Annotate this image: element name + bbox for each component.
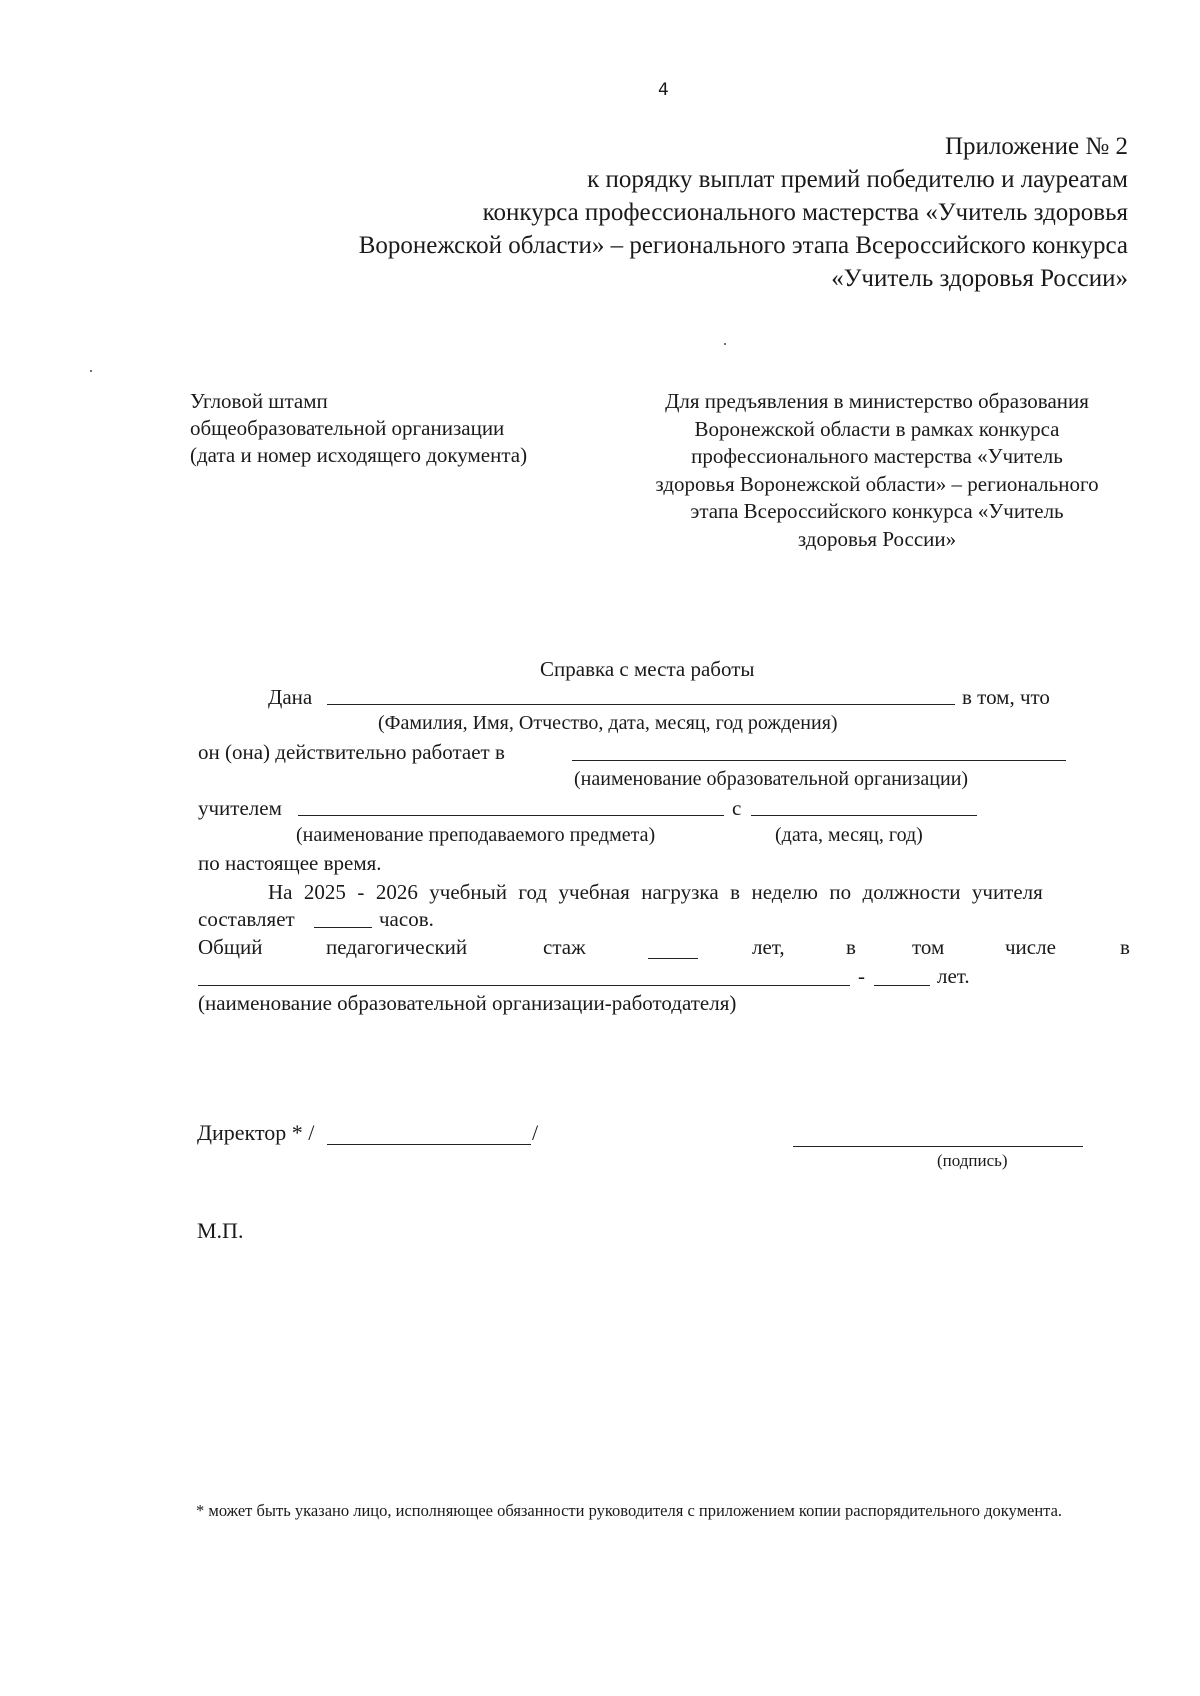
exp-word-4: лет, (752, 935, 785, 959)
appendix-line-2: к порядку выплат премий победителю и лауреатам (587, 166, 1128, 193)
stamp-line-2: общеобразовательной организации (190, 416, 505, 440)
director-name-field[interactable] (327, 1144, 531, 1145)
since-label: с (732, 796, 742, 820)
certificate-title: Справка с места работы (540, 657, 755, 681)
full-name-hint: (Фамилия, Имя, Отчество, дата, месяц, год рождения) (378, 712, 838, 734)
full-name-field[interactable] (327, 704, 955, 705)
until-now-text: по настоящее время. (198, 851, 382, 875)
footnote: * может быть указано лицо, исполняющее обязанности руководителя с приложением копии распорядительного документа. (196, 1501, 1063, 1520)
organization-field[interactable] (572, 760, 1066, 761)
teacher-label: учителем (198, 796, 282, 820)
given-suffix: в том, что (962, 685, 1050, 709)
exp-word-2: педагогический (326, 935, 468, 959)
exp-word-3: стаж (543, 935, 586, 959)
appendix-line-3: конкурса профессионального мастерства «Учитель здоровья (482, 199, 1128, 226)
load-prefix: составляет (198, 907, 295, 931)
date-hint: (дата, месяц, год) (775, 824, 923, 846)
employer-years-field[interactable] (874, 985, 930, 986)
start-date-field[interactable] (751, 815, 977, 816)
signature-field[interactable] (793, 1146, 1083, 1147)
exp-word-5: в (846, 935, 856, 959)
teaching-load-text: На 2025 - 2026 учебный год учебная нагрузка в неделю по должности учителя (268, 880, 1043, 904)
exp-word-1: Общий (198, 935, 263, 959)
appendix-line-5: «Учитель здоровья России» (831, 265, 1128, 292)
exp-dash: - (858, 964, 865, 988)
presentation-block: Для предъявления в министерство образования Воронежской области в рамках конкурса профессионального мастерства «Учитель здоровья Воронежской области» – регионального этапа Всероссийского конкурса «Учитель здоровья России» (655, 389, 1099, 551)
appendix-title: Приложение № 2 (944, 133, 1128, 160)
given-label: Дана (268, 685, 313, 709)
exp-word-8: в (1120, 935, 1130, 959)
stamp-line-1: Угловой штамп (190, 389, 328, 413)
exp-word-6: том (912, 935, 945, 959)
appendix-line-4: Воронежской области» – регионального этапа Всероссийского конкурса (358, 232, 1128, 259)
stamp-block (190, 388, 527, 469)
scan-speck (724, 343, 726, 345)
exp-word-7: числе (1005, 935, 1056, 959)
scan-speck (90, 370, 92, 372)
employer-field[interactable] (198, 985, 850, 986)
page-number: 4 (658, 80, 669, 100)
works-label: он (она) действительно работает в (198, 740, 505, 764)
exp-years-label: лет. (937, 964, 970, 988)
subject-field[interactable] (298, 815, 724, 816)
director-slash: / (532, 1120, 539, 1145)
stamp-line-3: (дата и номер исходящего документа) (190, 443, 528, 467)
seal-label: М.П. (197, 1218, 244, 1243)
employer-hint: (наименование образовательной организации-работодателя) (198, 991, 737, 1015)
signature-hint: (подпись) (937, 1151, 1008, 1170)
total-experience-field[interactable] (648, 958, 698, 959)
hours-field[interactable] (314, 927, 372, 928)
organization-hint: (наименование образовательной организации) (574, 768, 969, 790)
load-suffix: часов. (379, 907, 434, 931)
subject-hint: (наименование преподаваемого предмета) (296, 824, 656, 846)
director-label: Директор * / (197, 1120, 315, 1145)
